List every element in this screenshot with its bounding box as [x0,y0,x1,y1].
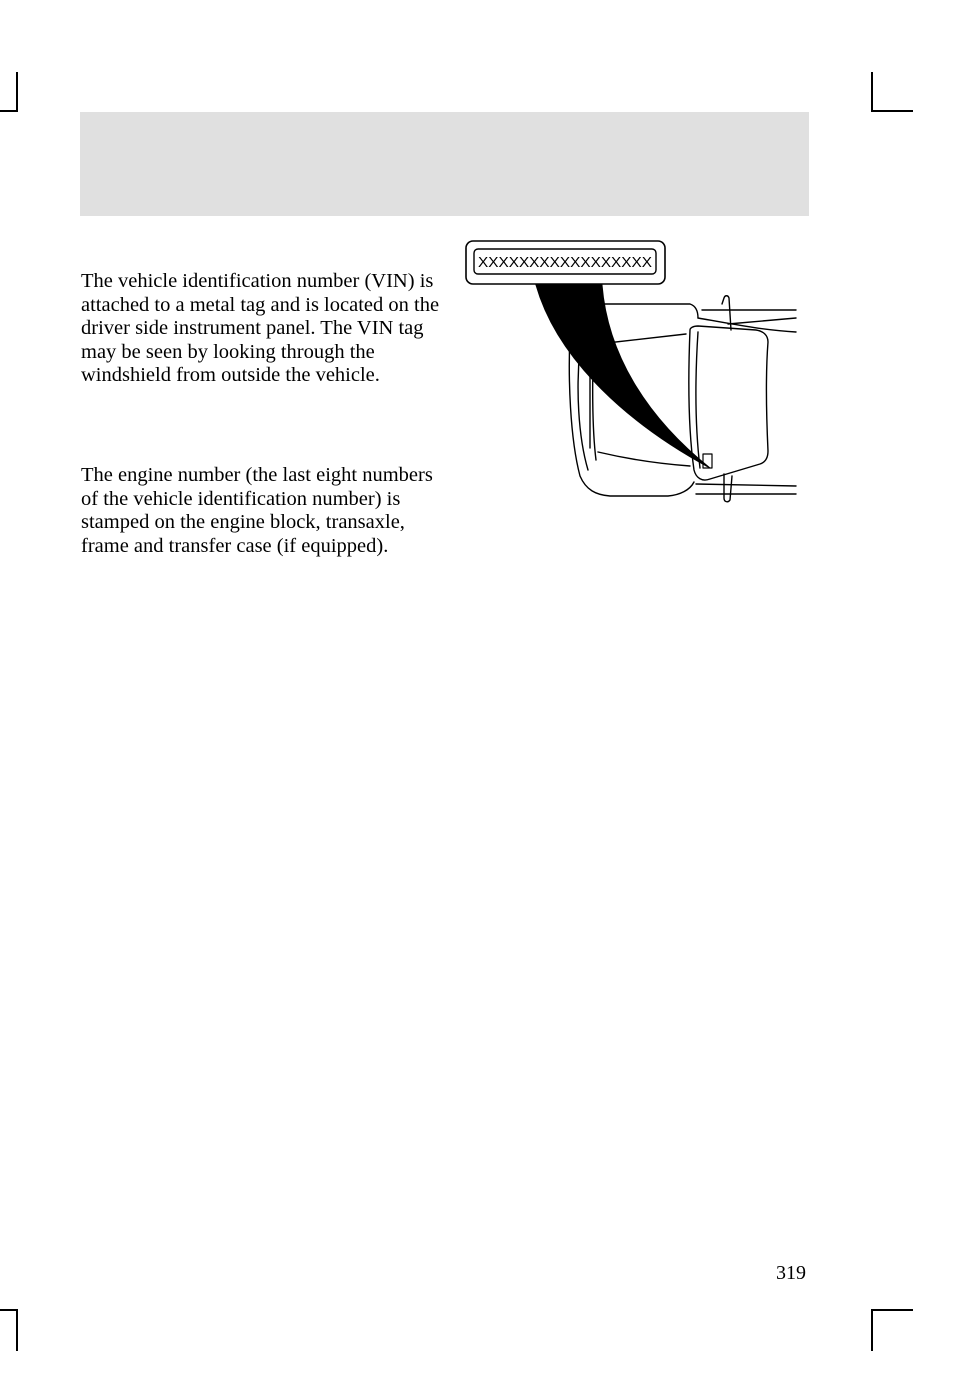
vin-plate-text: XXXXXXXXXXXXXXXXX [478,254,652,271]
crop-mark-top-right-horizontal [871,110,913,112]
crop-mark-bottom-left-horizontal [0,1309,18,1311]
crop-mark-top-left-vertical [16,72,18,112]
header-band [80,112,809,216]
crop-mark-top-right-vertical [871,72,873,112]
windshield-outline [689,326,768,480]
crop-mark-bottom-left-vertical [16,1309,18,1351]
crop-mark-bottom-right-vertical [871,1309,873,1351]
engine-number-paragraph: The engine number (the last eight numbers of the vehicle identification number) is stamped on the engine block, transaxle, frame and transfer case (if equipped). [81,464,433,557]
vin-location-paragraph: The vehicle identification number (VIN) is attached to a metal tag and is located on the driver side instrument panel. The VIN tag may be seen by looking through the windshield from outside the vehicle. [81,270,440,386]
page-number: 319 [776,1262,806,1284]
crop-mark-top-left-horizontal [0,110,18,112]
vin-location-illustration [462,238,802,510]
callout-pointer [536,285,710,468]
crop-mark-bottom-right-horizontal [871,1309,913,1311]
